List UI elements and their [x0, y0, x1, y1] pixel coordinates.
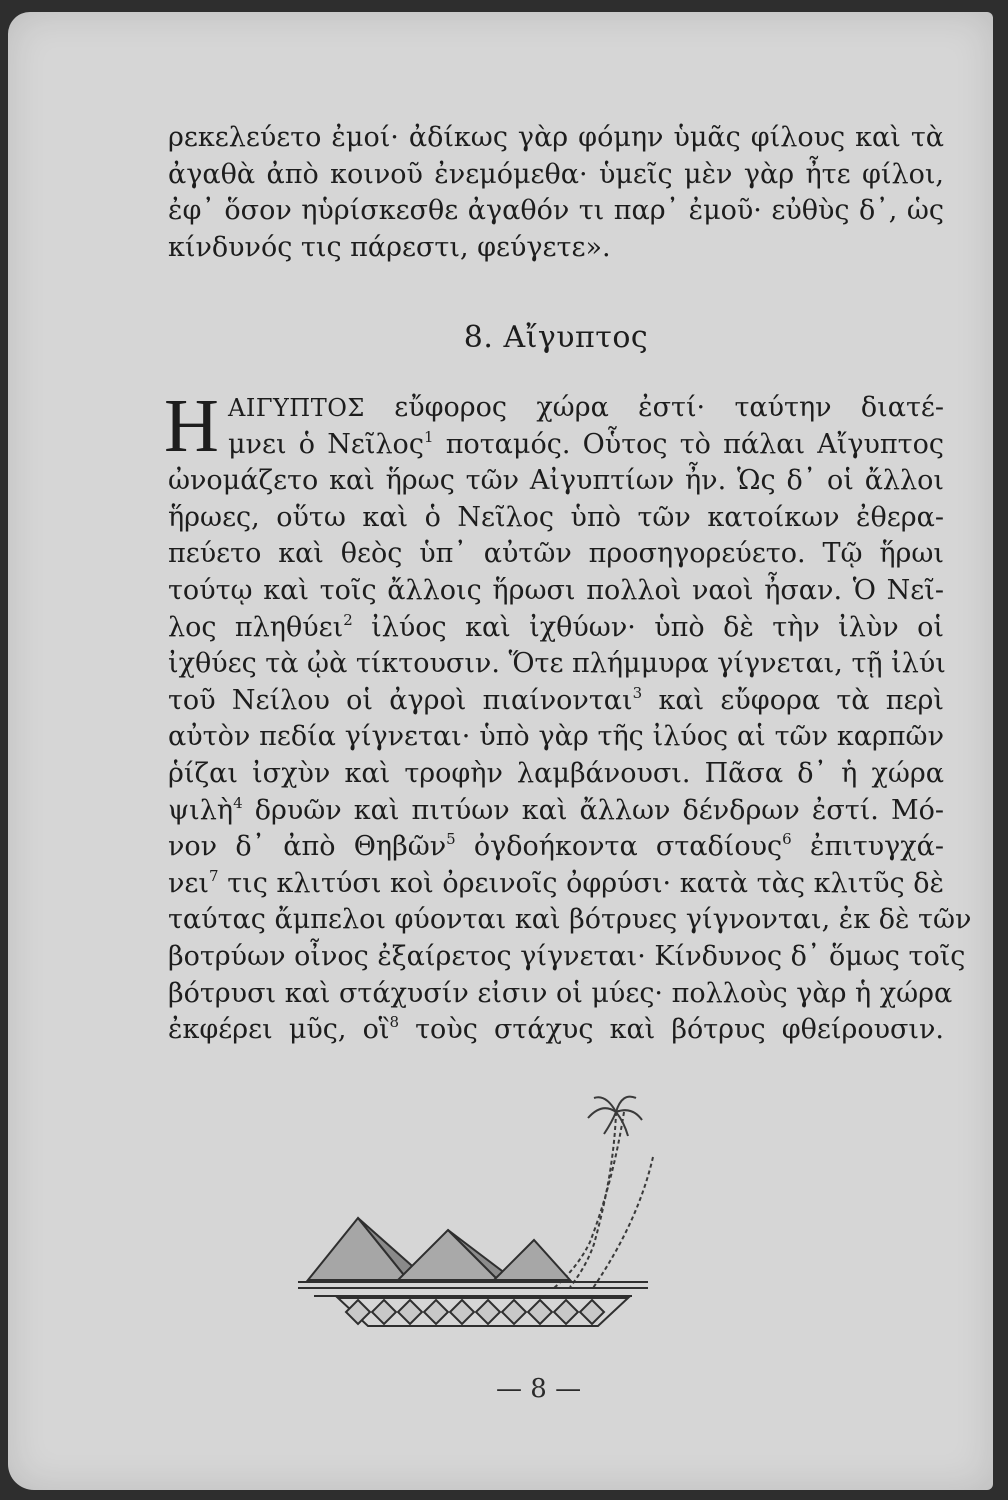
- page-number: — 8 —: [496, 1374, 582, 1404]
- text-span: νον δ᾽ ἀπὸ Θηβῶν: [168, 831, 447, 863]
- text-line: [168, 829, 944, 866]
- vignette-svg: [298, 1092, 678, 1332]
- footnote-mark: 2: [343, 610, 353, 629]
- text-line: κίνδυνός τις πάρεστι, φεύγετε».: [168, 231, 611, 263]
- text-span: ὀγδοήκοντα σταδίους: [473, 831, 783, 863]
- caps-word: ΑΙΓΥΠΤΟΣ: [228, 394, 365, 422]
- text-line: αὐτὸν πεδία γίγνεται· ὑπὸ γὰρ τῆς ἰλύος αἱ τῶν καρπῶν: [168, 721, 944, 753]
- text-line: ἥρωες, οὕτω καὶ ὁ Νεῖλος ὑπὸ τῶν κατοίκων ἐθερα-: [168, 501, 944, 533]
- footnote-mark: 3: [632, 683, 643, 702]
- text-span: τοῦ Νείλου οἱ ἀγροὶ πιαίνονται: [168, 684, 633, 716]
- text-span: τις κλιτύσι κοὶ ὀρεινοῖς ὀφρύσι· κατὰ τὰς κλιτῦς δὲ: [227, 867, 944, 899]
- text-span: ἐπιτυγχά-: [809, 831, 944, 863]
- text-span: ἐκφέρει μῦς, οἳ: [168, 1014, 390, 1046]
- text-span: μνει ὁ Νεῖλος: [228, 428, 424, 460]
- section-title: 8. Αἴγυπτος: [463, 320, 649, 355]
- pyramids-and-palm-trees-icon: [298, 1092, 678, 1336]
- text-line: ὠνομάζετο καὶ ἥρως τῶν Αἰγυπτίων ἦν. Ὡς δ᾽ οἱ ἄλλοι: [168, 465, 944, 497]
- text-line: βότρυσι καὶ στάχυσίν εἰσιν οἱ μύες· πολλοὺς γὰρ ἡ χώρα: [168, 977, 953, 1009]
- text-line: [168, 610, 944, 647]
- text-line: [228, 427, 944, 464]
- text-line: ῥίζαι ἰσχὺν καὶ τροφὴν λαμβάνουσι. Πᾶσα δ᾽ ἡ χώρα: [168, 757, 944, 789]
- text-span: ποταμός. Οὗτος τὸ πάλαι Αἴγυπτος: [445, 428, 944, 460]
- top-paragraph: [168, 120, 944, 266]
- footnote-mark: 1: [423, 427, 434, 446]
- text-line: ταύτας ἄμπελοι φύονται καὶ βότρυες γίγνονται, ἐκ δὲ τῶν: [168, 904, 972, 936]
- text-line: ἰχθύες τὰ ᾠὰ τίκτουσιν. Ὅτε πλήμμυρα γίγνεται, τῇ ἰλύι: [168, 648, 946, 680]
- text-line: [168, 1012, 944, 1049]
- text-span: νει: [168, 867, 209, 899]
- text-span: λος πληθύει: [168, 611, 344, 643]
- book-page: [8, 12, 993, 1490]
- footnote-mark: 5: [446, 830, 456, 849]
- drop-cap: Η: [164, 384, 219, 468]
- text-span: καὶ εὔφορα τὰ περὶ: [658, 684, 944, 716]
- text-line: πεύετο καὶ θεὸς ὑπ᾽ αὐτῶν προσηγορεύετο. Τῷ ἥρωι: [168, 538, 944, 570]
- text-line: [168, 683, 944, 720]
- text-line: [168, 866, 944, 903]
- footnote-mark: 7: [209, 866, 219, 885]
- text-span: ψιλὴ: [168, 794, 234, 826]
- text-line: ρεκελεύετο ἐμοί· ἀδίκως γὰρ φόμην ὑμᾶς φίλους καὶ τὰ: [168, 122, 944, 153]
- footnote-mark: 8: [389, 1013, 399, 1032]
- text-line: τούτῳ καὶ τοῖς ἄλλοις ἥρωσι πολλοὶ ναοὶ ἦσαν. Ὁ Νεῖ-: [168, 574, 944, 606]
- footnote-mark: 6: [782, 830, 792, 849]
- text-line: [168, 793, 944, 830]
- text-span: ἰλύος καὶ ἰχθύων· ὑπὸ δὲ τὴν ἰλὺν οἱ: [371, 611, 944, 643]
- text-span: τοὺς στάχυς καὶ βότρυς φθείρουσιν.: [415, 1014, 944, 1046]
- text-line: [228, 390, 944, 427]
- section-body: [164, 384, 972, 1049]
- text-line: ἀγαθὰ ἀπὸ κοινοῦ ἐνεμόμεθα· ὑμεῖς μὲν γὰρ ἦτε φίλοι,: [168, 158, 944, 190]
- text-line: ἐφ᾽ ὅσον ηὑρίσκεσθε ἀγαθόν τι παρ᾽ ἐμοῦ· εὐθὺς δ᾽, ὡς: [168, 195, 944, 227]
- footnote-mark: 4: [233, 793, 243, 812]
- text-block: [164, 120, 972, 1046]
- text-span: εὔφορος χώρα ἐστί· ταύτην διατέ-: [394, 392, 944, 423]
- text-line: βοτρύων οἶνος ἐξαίρετος γίγνεται· Κίνδυνος δ᾽ ὅμως τοῖς: [168, 940, 966, 972]
- text-span: δρυῶν καὶ πιτύων καὶ ἄλλων δένδρων ἐστί. Μό-: [254, 794, 944, 826]
